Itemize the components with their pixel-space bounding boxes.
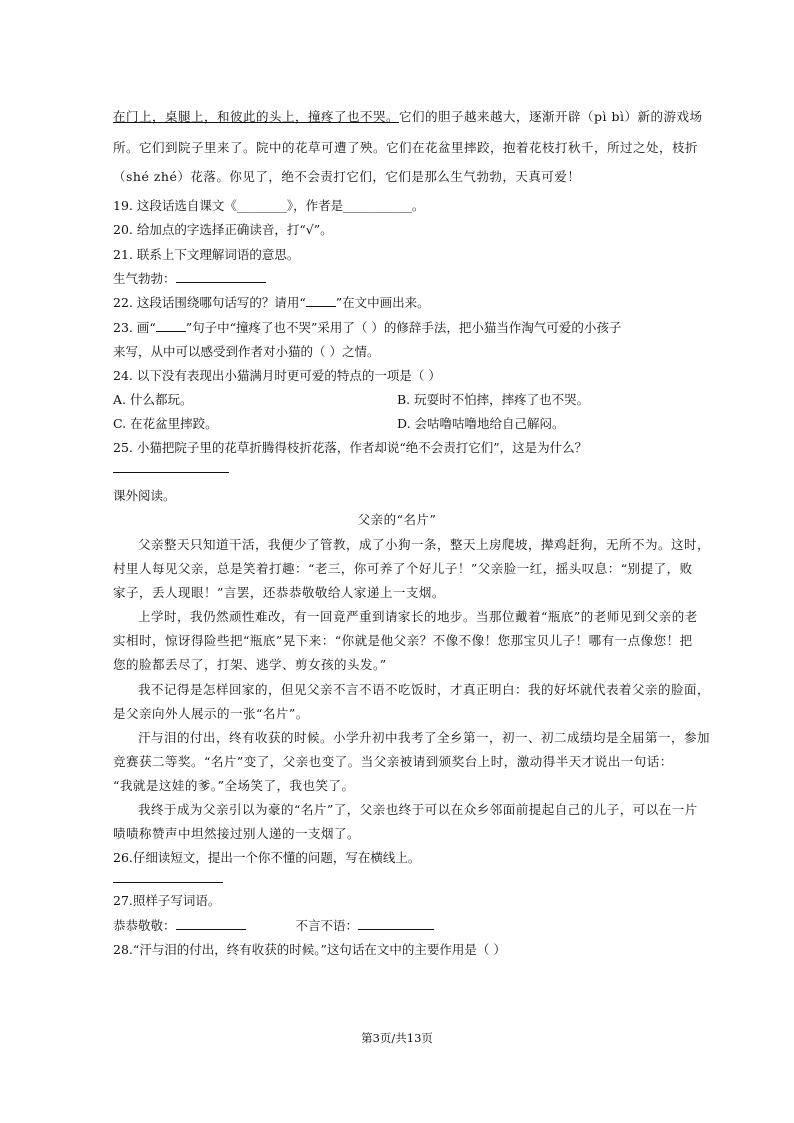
article-line: 上学时，我仍然顽性难改，有一回竟严重到请家长的地步。当那位戴着“瓶底”的老师见到父亲的老	[138, 609, 698, 624]
question-24: 24. 以下没有表现出小猫满月时更可爱的特点的一项是（ ）	[113, 368, 441, 383]
answer-blank[interactable]	[358, 917, 434, 930]
article-line: 我不记得是怎样回家的，但见父亲不言不语不吃饭时，才真正明白：我的好坏就代表着父亲的脸面，	[138, 682, 711, 697]
page-number: 第3页/共13页	[361, 1031, 433, 1045]
question-28: 28.“汗与泪的付出，终有收获的时候。”这句话在文中的主要作用是（ ）	[113, 942, 506, 957]
choice-a[interactable]: A. 什么都玩。	[113, 392, 193, 407]
article-line: 是父亲向外人展示的一张“名片”。	[113, 706, 309, 721]
question-19: 19. 这段话选自课文《________》，作者是___________。	[113, 198, 425, 213]
answer-line-26[interactable]	[113, 882, 223, 883]
underlined-sentence: 在门上，桌腿上，和彼此的头上，撞疼了也不哭。	[113, 109, 400, 124]
line-mark-blank	[156, 319, 186, 332]
passage-line-1: 在门上，桌腿上，和彼此的头上，撞疼了也不哭。它们的胆子越来越大，逐渐开辟（pì bì）新的游戏场	[113, 109, 703, 124]
article-line: 我终于成为父亲引以为豪的“名片”了，父亲也终于可以在众乡邻面前提起自己的儿子，可以在一片	[138, 802, 698, 817]
question-21-answer	[113, 269, 266, 287]
article-line: 村里人每见父亲，总是笑着打趣：“老三，你可养了个好儿子！”父亲脸一红，摇头叹息：“别提了，败	[113, 561, 693, 576]
line-mark-blank	[306, 294, 336, 307]
question-26: 26.仔细读短文，提出一个你不懂的问题，写在横线上。	[113, 850, 421, 865]
article-line: 父亲整天只知道干活，我便少了管教，成了小狗一条，整天上房爬坡，撵鸡赶狗，无所不为。这时，	[138, 537, 711, 552]
question-23-cont: 来写，从中可以感受到作者对小猫的（ ）之情。	[113, 344, 380, 359]
choice-d[interactable]: D. 会咕噜咕噜地给自己解闷。	[397, 416, 565, 431]
article-line: 汗与泪的付出，终有收获的时候。小学升初中我考了全乡第一，初一、初二成绩均是全届第一，参加	[138, 730, 711, 745]
question-27-items: 恭恭敬敬： 不言不语：	[113, 916, 434, 934]
question-23: 23. 画“ ”句子中“撞疼了也不哭”采用了（ ）的修辞手法，把小猫当作淘气可爱的小孩子	[113, 320, 622, 335]
article-title: 父亲的“名片”	[357, 512, 437, 527]
section-heading: 课外阅读。	[113, 488, 176, 503]
choice-b[interactable]: B. 玩耍时不怕摔，摔疼了也不哭。	[397, 392, 590, 407]
article-line: 家子，丢人现眼！”言罢，还恭恭敬敬给人家递上一支烟。	[113, 585, 445, 600]
question-21: 21. 联系上下文理解词语的意思。	[113, 247, 300, 262]
article-line: 啧啧称赞声中坦然接过别人递的一支烟了。	[113, 826, 361, 841]
passage-line-2: 所。它们到院子里来了。院中的花草可遭了殃。它们在花盆里摔跤，抱着花枝打秋千，所过之处，枝折	[113, 140, 699, 155]
answer-blank[interactable]	[176, 917, 246, 930]
article-line: 竞赛获二等奖。“名片”变了，父亲也变了。当父亲被请到颁奖台上时，激动得半天才说出一句话：	[113, 754, 673, 769]
answer-line-25[interactable]	[113, 472, 229, 473]
article-line: 实相时，惊讶得险些把“瓶底”晃下来：“你就是他父亲？不像不像！您那宝贝儿子！哪有一点像您！把	[113, 633, 693, 648]
article-line: 您的脸都丢尽了，打架、逃学、剪女孩的头发。”	[113, 657, 387, 672]
question-22: 22. 这段话围绕哪句话写的？请用“ ”在文中画出来。	[113, 295, 430, 310]
question-27: 27.照样子写词语。	[113, 893, 221, 908]
choice-c[interactable]: C. 在花盆里摔跤。	[113, 416, 218, 431]
article-line: “我就是这娃的爹。”全场笑了，我也笑了。	[113, 778, 355, 793]
question-20: 20. 给加点的字选择正确读音，打“√”。	[113, 222, 333, 237]
passage-line-3: （shé zhé）花落。你见了，绝不会责打它们，它们是那么生气勃勃，天真可爱！	[113, 169, 581, 184]
question-25: 25. 小猫把院子里的花草折腾得枝折花落，作者却说“绝不会责打它们”，这是为什么？	[113, 440, 588, 455]
answer-label: 生气勃勃：	[113, 271, 176, 286]
answer-blank[interactable]	[176, 270, 266, 283]
